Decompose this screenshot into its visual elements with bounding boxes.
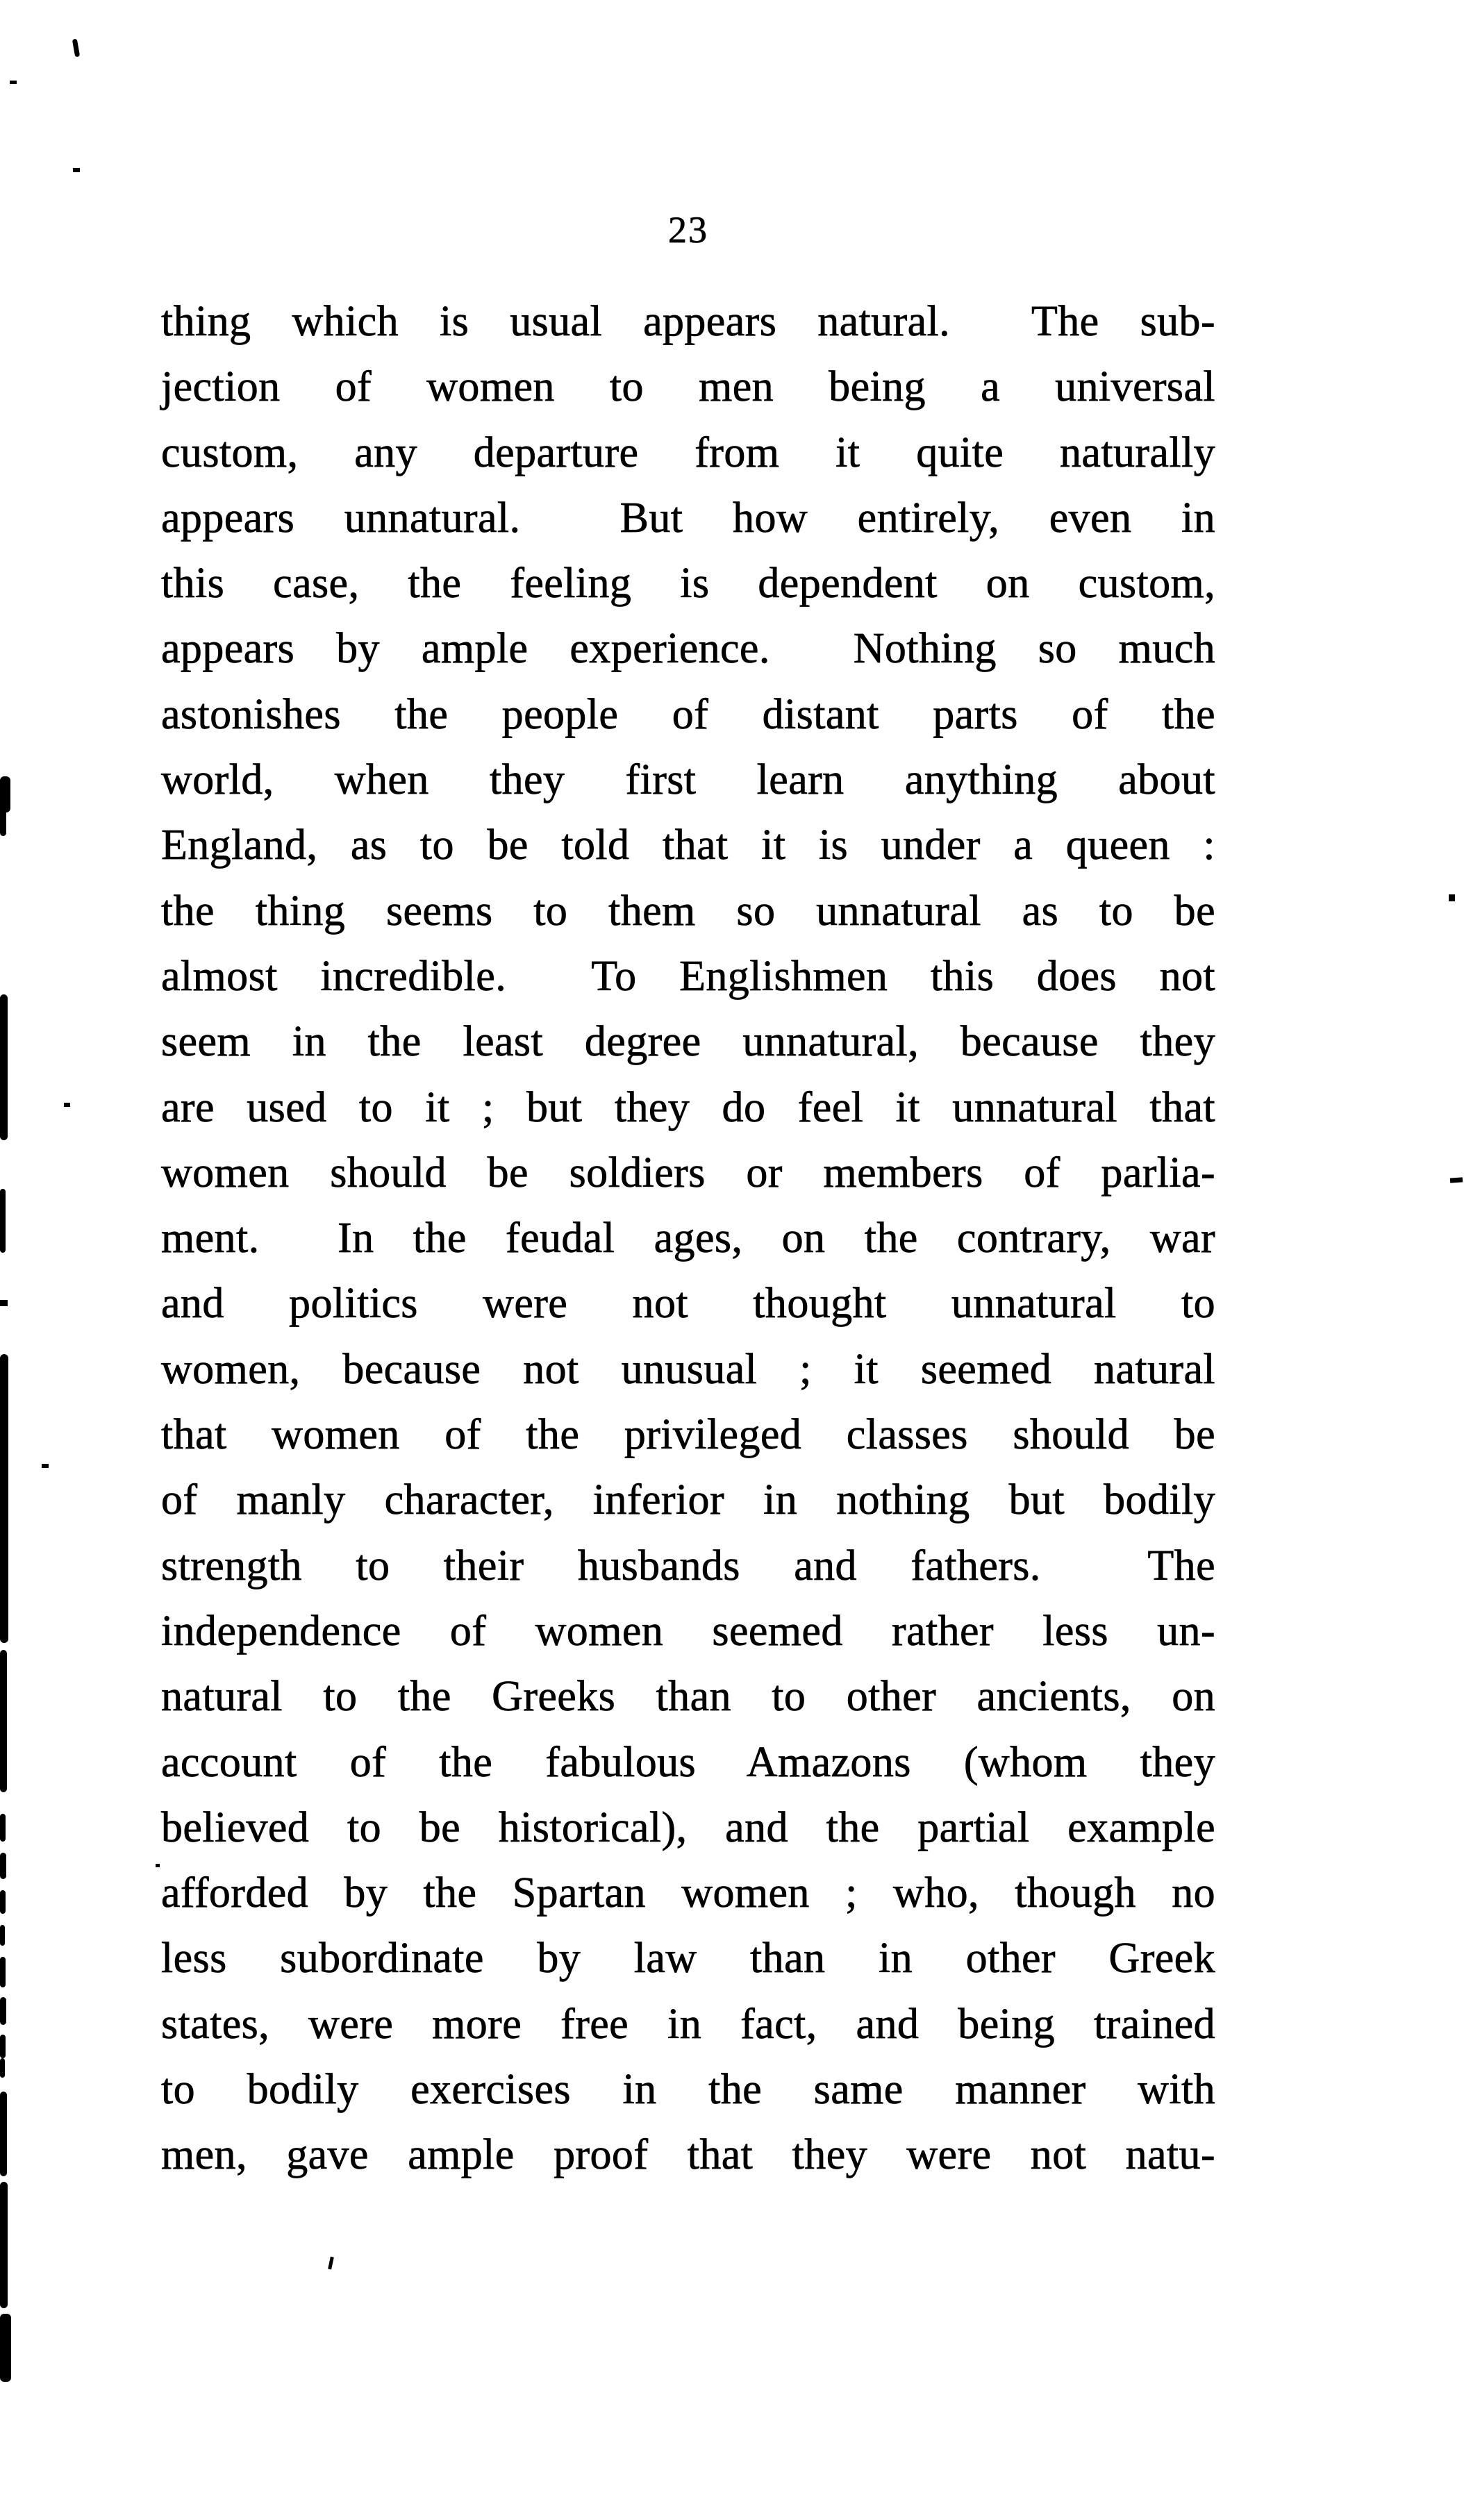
- binding-blob: [0, 1814, 6, 1842]
- binding-blob: [0, 1997, 6, 2025]
- binding-streak: [0, 1650, 7, 1792]
- ink-dash: [1450, 1177, 1463, 1183]
- binding-blob: [0, 2058, 5, 2078]
- binding-streak: [0, 1189, 6, 1253]
- text-line: custom, any departure from it quite naturally: [161, 428, 1215, 476]
- text-line: women, because not unusual ; it seemed natural: [161, 1345, 1215, 1393]
- text-line: independence of women seemed rather less un-: [161, 1607, 1215, 1655]
- text-line: England, as to be told that it is under a queen :: [161, 821, 1215, 869]
- binding-blob: [0, 1957, 6, 1987]
- text-line: jection of women to men being a universal: [161, 363, 1215, 411]
- text-line: less subordinate by law than in other Greek: [161, 1935, 1215, 1983]
- body-text-block: [161, 289, 1215, 2188]
- text-line: appears unnatural. But how entirely, even in: [161, 494, 1215, 542]
- text-line: believed to be historical), and the partial example: [161, 1803, 1215, 1851]
- ink-speck: [156, 1864, 160, 1867]
- ink-speck: [73, 168, 80, 172]
- binding-blob: [0, 1925, 5, 1946]
- text-line: and politics were not thought unnatural to: [161, 1280, 1215, 1328]
- text-line: states, were more free in fact, and being trained: [161, 2000, 1215, 2048]
- text-line: thing which is usual appears natural. The sub-: [161, 298, 1215, 345]
- text-line: men, gave ample proof that they were not natu-: [161, 2131, 1215, 2179]
- binding-blob: [0, 1890, 6, 1914]
- ink-speck: [42, 1464, 49, 1468]
- text-line: world, when they first learn anything about: [161, 756, 1215, 804]
- text-line: the thing seems to them so unnatural as to be: [161, 887, 1215, 935]
- binding-streak: [0, 994, 8, 1140]
- ink-speck: [64, 1103, 70, 1107]
- binding-streak: [0, 1354, 8, 1643]
- binding-dash: [0, 1300, 8, 1306]
- ink-dot: [1449, 894, 1455, 901]
- text-line: strength to their husbands and fathers. The: [161, 1542, 1215, 1589]
- text-line: ment. In the feudal ages, on the contrary, war: [161, 1215, 1215, 1262]
- text-line: afforded by the Spartan women ; who, though no: [161, 1869, 1215, 1917]
- text-line: that women of the privileged classes should be: [161, 1411, 1215, 1459]
- binding-blob: [0, 2035, 6, 2058]
- text-line: this case, the feeling is dependent on custom,: [161, 560, 1215, 608]
- stray-apostrophe-mark: [72, 39, 80, 58]
- binding-blob: [0, 1853, 6, 1879]
- text-line: appears by ample experience. Nothing so much: [161, 625, 1215, 673]
- binding-smudge: [0, 803, 6, 836]
- binding-smudge: [0, 2314, 11, 2382]
- text-line: almost incredible. To Englishmen this does not: [161, 952, 1215, 1000]
- binding-streak: [0, 2092, 7, 2176]
- text-line: to bodily exercises in the same manner with: [161, 2066, 1215, 2114]
- page-number: 23: [668, 209, 708, 251]
- stray-apostrophe-mark: [328, 2257, 334, 2270]
- text-line: seem in the least degree unnatural, because they: [161, 1018, 1215, 1066]
- binding-streak: [0, 2182, 8, 2308]
- text-line: account of the fabulous Amazons (whom they: [161, 1738, 1215, 1786]
- text-line: of manly character, inferior in nothing but bodily: [161, 1476, 1215, 1524]
- ink-speck: [10, 81, 17, 84]
- text-line: women should be soldiers or members of parlia-: [161, 1149, 1215, 1196]
- text-line: natural to the Greeks than to other ancients, on: [161, 1673, 1215, 1721]
- text-line: are used to it ; but they do feel it unnatural that: [161, 1083, 1215, 1131]
- text-line: astonishes the people of distant parts of the: [161, 690, 1215, 738]
